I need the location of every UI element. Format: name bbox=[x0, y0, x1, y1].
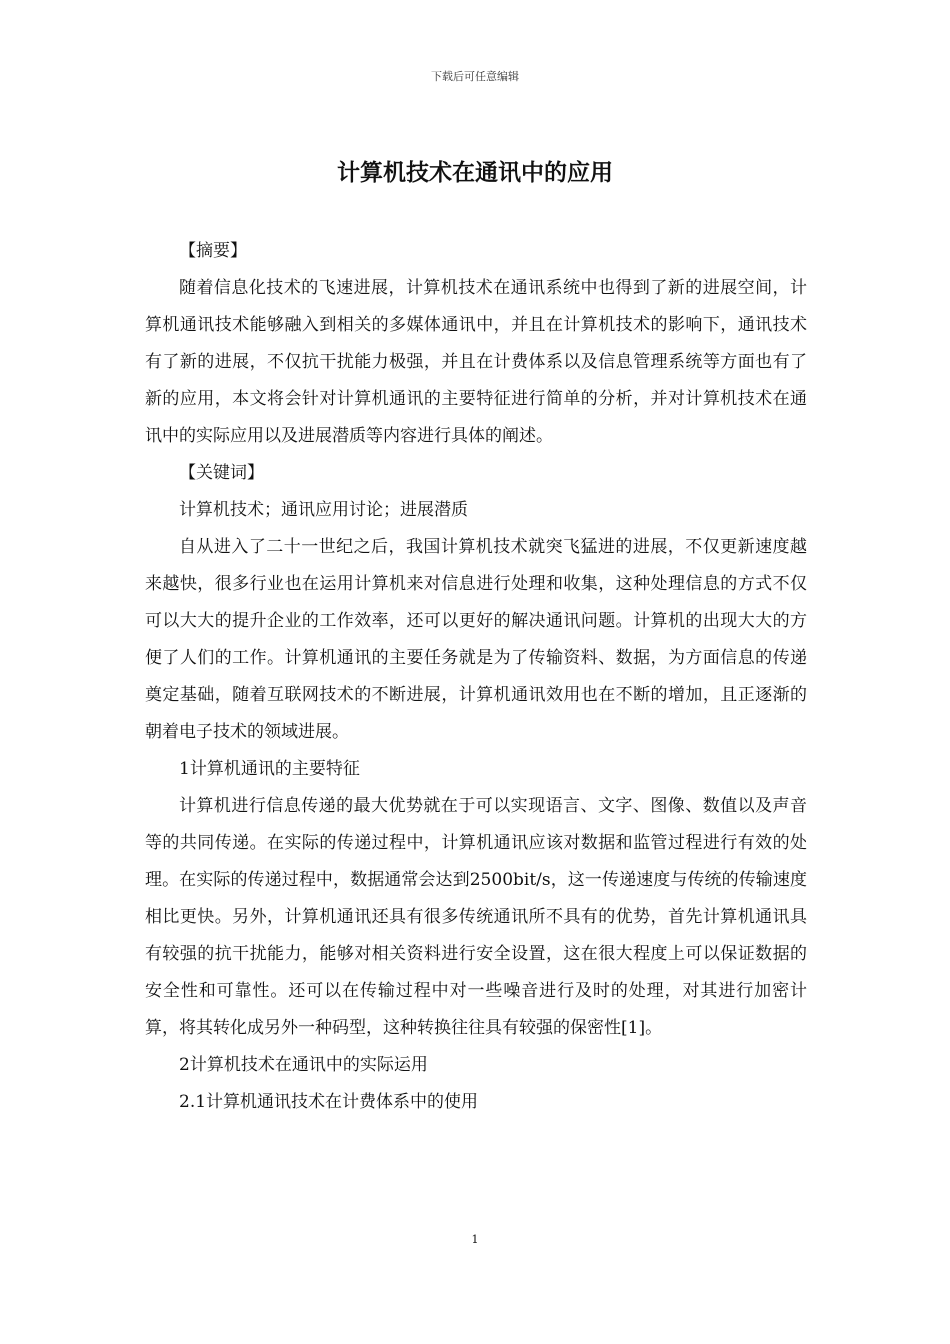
section-1-paragraph: 计算机进行信息传递的最大优势就在于可以实现语言、文字、图像、数值以及声音等的共同传递。在实际的传递过程中，计算机通讯应该对数据和监管过程进行有效的处理。在实际的传递过程中，数据通常会达到2500bit/s，这一传递速度与传统的传输速度相比更快。另外，计算机通讯还具有很多传统通讯所不具有的优势，首先计算机通讯具有较强的抗干扰能力，能够对相关资料进行安全设置，这在很大程度上可以保证数据的安全性和可靠性。还可以在传输过程中对一些噪音进行及时的处理，对其进行加密计算，将其转化成另外一种码型，这种转换往往具有较强的保密性[1]。 bbox=[145, 796, 807, 1038]
abstract-heading: 【摘要】 bbox=[179, 241, 247, 261]
section-2-heading: 2计算机技术在通讯中的实际运用 bbox=[179, 1055, 428, 1075]
page-number: 1 bbox=[471, 1233, 479, 1246]
intro-paragraph: 自从进入了二十一世纪之后，我国计算机技术就突飞猛进的进展，不仅更新速度越来越快，很多行业也在运用计算机来对信息进行处理和收集，这种处理信息的方式不仅可以大大的提升企业的工作效率，还可以更好的解决通讯问题。计算机的出现大大的方便了人们的工作。计算机通讯的主要任务就是为了传输资料、数据，为方面信息的传递奠定基础，随着互联网技术的不断进展，计算机通讯效用也在不断的增加，且正逐渐的朝着电子技术的领域进展。 bbox=[145, 537, 807, 742]
document-body bbox=[145, 233, 807, 1121]
section-1-heading: 1计算机通讯的主要特征 bbox=[179, 759, 360, 779]
keywords-heading: 【关键词】 bbox=[179, 463, 264, 483]
header-note: 下载后可任意编辑 bbox=[431, 70, 519, 83]
document-title: 计算机技术在通讯中的应用 bbox=[337, 159, 613, 186]
abstract-paragraph: 随着信息化技术的飞速进展，计算机技术在通讯系统中也得到了新的进展空间，计算机通讯技术能够融入到相关的多媒体通讯中，并且在计算机技术的影响下，通讯技术有了新的进展，不仅抗干扰能力极强，并且在计费体系以及信息管理系统等方面也有了新的应用，本文将会针对计算机通讯的主要特征进行简单的分析，并对计算机技术在通讯中的实际应用以及进展潜质等内容进行具体的阐述。 bbox=[145, 278, 807, 446]
section-2-1-heading: 2.1计算机通讯技术在计费体系中的使用 bbox=[179, 1092, 479, 1112]
keywords-paragraph: 计算机技术；通讯应用讨论；进展潜质 bbox=[179, 500, 468, 520]
